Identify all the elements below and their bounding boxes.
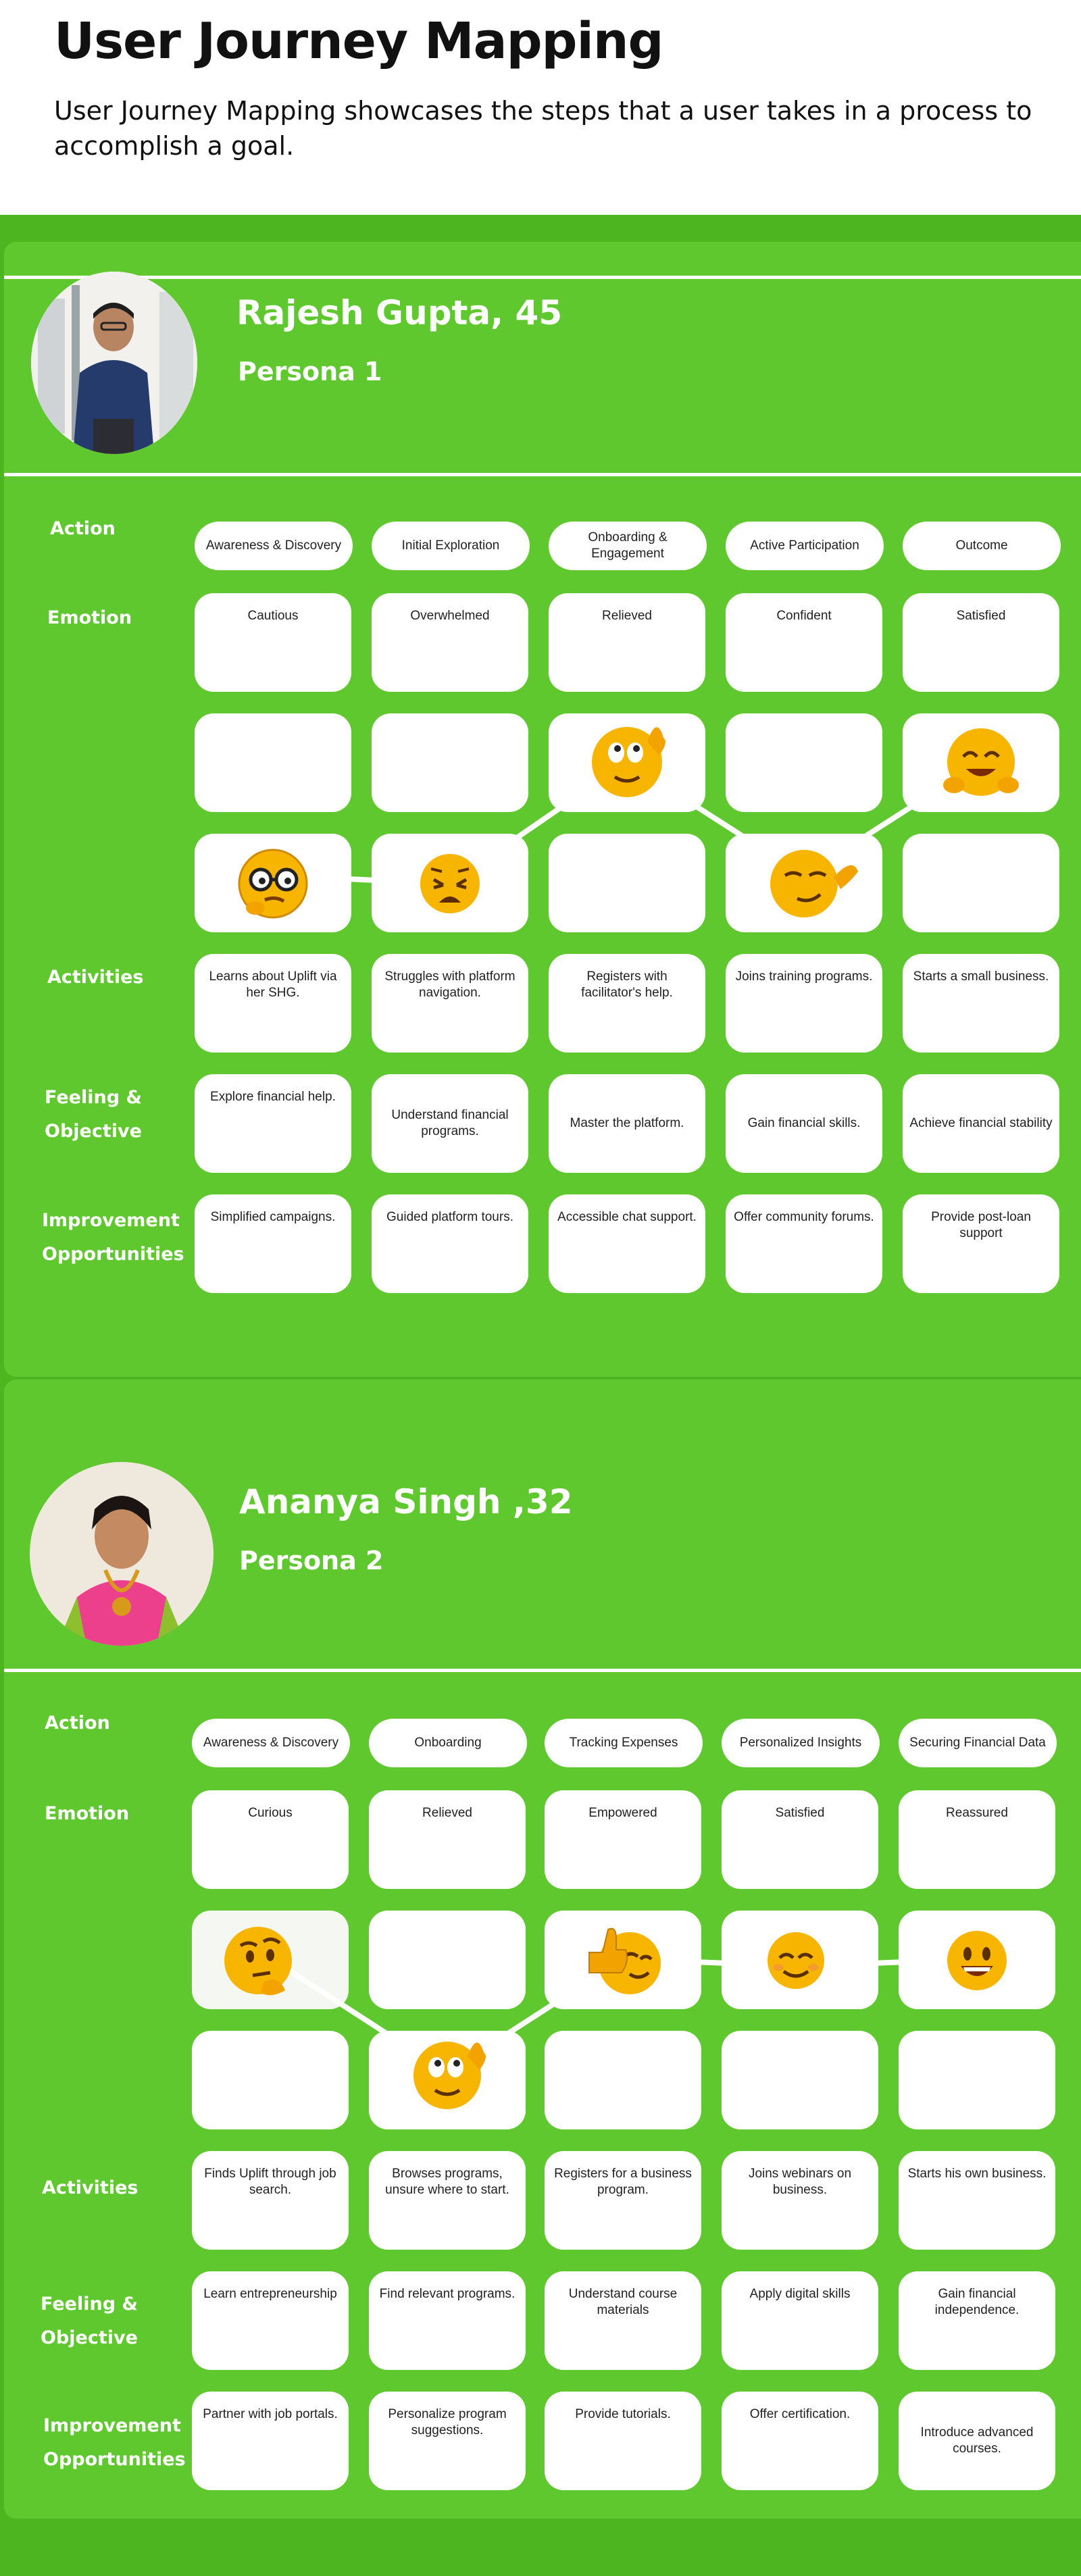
action-step-5: Securing Financial Data (899, 1719, 1057, 1767)
row-label-objective: Objective (41, 2327, 138, 2348)
emotion-grid-cell (549, 834, 705, 932)
feeling-card-2: Understand financial programs. (372, 1074, 528, 1173)
action-step-3: Onboarding & Engagement (549, 522, 707, 570)
emotion-grid-cell (899, 2031, 1055, 2129)
feeling-card-3: Master the platform. (549, 1074, 705, 1173)
activity-card-4: Joins webinars on business. (722, 2151, 878, 2250)
emotion-grid-cell (195, 834, 351, 932)
activity-card-4: Joins training programs. (726, 954, 882, 1053)
feeling-card-4: Apply digital skills (722, 2271, 878, 2370)
divider-line (4, 276, 1081, 279)
activity-card-3: Registers for a business program. (545, 2151, 701, 2250)
emotion-grid-cell (903, 834, 1059, 932)
avatar (31, 272, 197, 454)
activity-card-1: Learns about Uplift via her SHG. (195, 954, 351, 1053)
emotion-grid-cell (372, 834, 528, 932)
action-step-5: Outcome (903, 522, 1061, 570)
persona-name: Rajesh Gupta, 45 (236, 293, 563, 332)
improvement-card-3: Accessible chat support. (549, 1194, 705, 1293)
feeling-card-1: Explore financial help. (195, 1074, 351, 1173)
persona-label: Persona 2 (239, 1546, 384, 1575)
avatar (30, 1462, 213, 1646)
row-label-emotion: Emotion (45, 1803, 130, 1824)
emotion-grid-cell (545, 2031, 701, 2129)
row-label-emotion: Emotion (47, 607, 132, 628)
emotion-grid-cell (726, 713, 882, 812)
action-step-4: Personalized Insights (722, 1719, 880, 1767)
feeling-card-2: Find relevant programs. (369, 2271, 526, 2370)
action-step-4: Active Participation (726, 522, 884, 570)
row-label-action: Action (50, 518, 116, 539)
emotion-card-5: Reassured (899, 1790, 1055, 1889)
improvement-card-5: Provide post-loan support (903, 1194, 1059, 1293)
improvement-card-5: Introduce advanced courses. (899, 2392, 1055, 2490)
emotion-grid-cell (545, 1911, 701, 2009)
action-step-2: Onboarding (369, 1719, 527, 1767)
row-label-improvement: Improvement (43, 2415, 181, 2436)
feeling-card-1: Learn entrepreneurship (192, 2271, 349, 2370)
row-label-opportunities: Opportunities (43, 2449, 186, 2470)
improvement-card-1: Simplified campaigns. (195, 1194, 351, 1293)
page-header (0, 0, 1081, 215)
activity-card-2: Struggles with platform navigation. (372, 954, 528, 1053)
emotion-grid-cell (722, 1911, 878, 2009)
feeling-card-5: Gain financial independence. (899, 2271, 1055, 2370)
activity-card-2: Browses programs, unsure where to start. (369, 2151, 526, 2250)
woman-portrait-photo (30, 1462, 213, 1646)
action-step-2: Initial Exploration (372, 522, 530, 570)
emotion-grid-cell (903, 713, 1059, 812)
row-label-action: Action (45, 1713, 110, 1734)
divider-line (4, 1669, 1081, 1672)
emotion-card-3: Relieved (549, 593, 705, 692)
divider-line (4, 473, 1081, 476)
emotion-card-1: Cautious (195, 593, 351, 692)
emotion-card-5: Satisfied (903, 593, 1059, 692)
feeling-card-5: Achieve financial stability (903, 1074, 1059, 1173)
improvement-card-3: Provide tutorials. (545, 2392, 701, 2490)
emotion-grid-cell (549, 713, 705, 812)
page-subtitle: User Journey Mapping showcases the steps that a user takes in a process to accomplish a goal. (54, 96, 1032, 161)
row-label-objective: Objective (45, 1121, 142, 1142)
man-portrait-photo (31, 272, 197, 454)
activity-card-1: Finds Uplift through job search. (192, 2151, 349, 2250)
action-step-3: Tracking Expenses (545, 1719, 703, 1767)
row-label-opportunities: Opportunities (42, 1244, 184, 1265)
persona-label: Persona 1 (238, 357, 382, 386)
emotion-card-3: Empowered (545, 1790, 701, 1889)
persona-panel-2 (4, 1380, 1081, 2519)
action-step-1: Awareness & Discovery (195, 522, 353, 570)
improvement-card-2: Guided platform tours. (372, 1194, 528, 1293)
improvement-card-2: Personalize program suggestions. (369, 2392, 526, 2490)
persona-panel-1 (4, 242, 1081, 1377)
emotion-grid-cell (369, 1911, 526, 2009)
emotion-grid-cell (192, 1911, 349, 2009)
emotion-card-2: Relieved (369, 1790, 526, 1889)
persona-name: Ananya Singh ,32 (239, 1482, 573, 1521)
row-label-activities: Activities (42, 2177, 139, 2198)
emotion-grid-cell (372, 713, 528, 812)
improvement-card-4: Offer certification. (722, 2392, 878, 2490)
emotion-grid-cell (722, 2031, 878, 2129)
row-label-feeling: Feeling & (45, 1087, 142, 1108)
emotion-card-4: Confident (726, 593, 882, 692)
emotion-card-4: Satisfied (722, 1790, 878, 1889)
page-title: User Journey Mapping (54, 12, 663, 70)
activity-card-5: Starts a small business. (903, 954, 1059, 1053)
improvement-card-4: Offer community forums. (726, 1194, 882, 1293)
row-label-feeling: Feeling & (41, 2294, 138, 2315)
row-label-activities: Activities (47, 967, 144, 988)
emotion-grid-cell (369, 2031, 526, 2129)
emotion-card-2: Overwhelmed (372, 593, 528, 692)
row-label-improvement: Improvement (42, 1210, 180, 1231)
emotion-grid-cell (195, 713, 351, 812)
feeling-card-4: Gain financial skills. (726, 1074, 882, 1173)
emotion-grid-cell (192, 2031, 349, 2129)
feeling-card-3: Understand course materials (545, 2271, 701, 2370)
emotion-grid-cell (726, 834, 882, 932)
activity-card-5: Starts his own business. (899, 2151, 1055, 2250)
emotion-card-1: Curious (192, 1790, 349, 1889)
improvement-card-1: Partner with job portals. (192, 2392, 349, 2490)
emotion-grid-cell (899, 1911, 1055, 2009)
action-step-1: Awareness & Discovery (192, 1719, 350, 1767)
activity-card-3: Registers with facilitator's help. (549, 954, 705, 1053)
